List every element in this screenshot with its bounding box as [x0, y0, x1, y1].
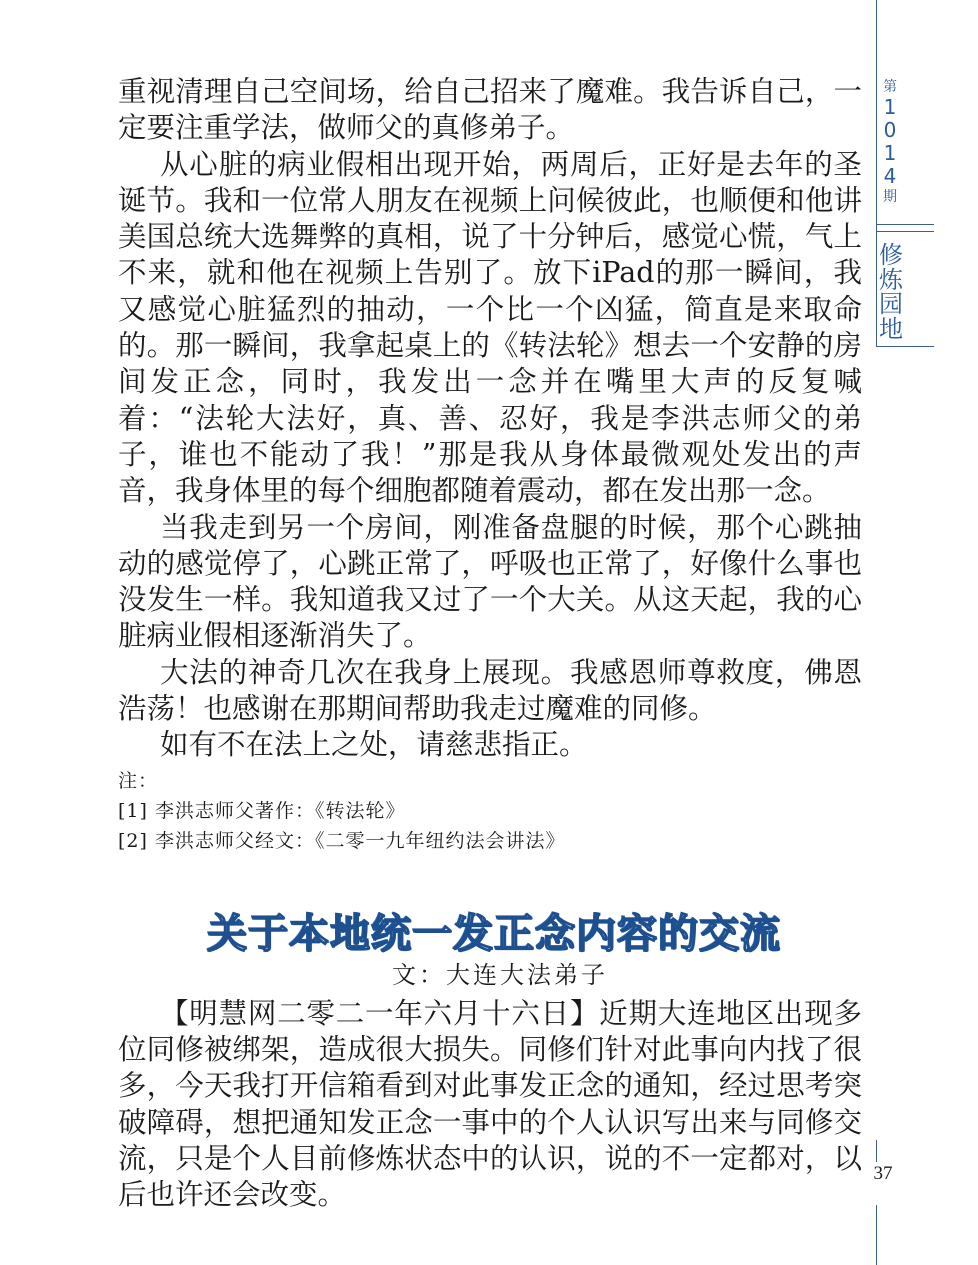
sidebar-rule [876, 1140, 877, 1162]
issue-suffix: 期 [883, 189, 897, 205]
article-first-paragraph: 【明慧网二零二一年六月十六日】近期大连地区出现多位同修被绑架，造成很大损失。同修们针对此事向内找了很多，今天我打开信箱看到对此事发正念的通知，经过思考突破障碍，想把通知发正念一事中的个人认识写出来与同修交流，只是个人目前修炼状态中的认识，说的不一定都对，以后也许还会改变。 [118, 996, 862, 1212]
section-char: 园 [879, 290, 903, 318]
footnote-item: [1] 李洪志师父著作：《转法轮》 [118, 799, 406, 822]
footnotes [118, 766, 862, 856]
paragraph: 大法的神奇几次在我身上展现。我感恩师尊救度，佛恩浩荡！也感谢在那期间帮助我走过魔难的同修。 [118, 655, 862, 726]
issue-digit: 0 [883, 118, 897, 142]
main-content [118, 74, 862, 1213]
footnotes-title: 注： [118, 769, 159, 792]
article-title: 关于本地统一发正念内容的交流 [207, 909, 781, 957]
page-number: 37 [873, 1163, 893, 1184]
section-label [876, 243, 906, 341]
sidebar-divider [876, 346, 934, 347]
paragraph: 重视清理自己空间场，给自己招来了魔难。我告诉自己，一定要注重学法，做师父的真修弟子。 [118, 75, 862, 145]
footnote-item: [2] 李洪志师父经文：《二零一九年纽约法会讲法》 [118, 829, 566, 852]
sidebar-divider [876, 224, 934, 225]
section-char: 炼 [879, 265, 903, 294]
issue-digits [884, 96, 897, 188]
paragraph: 如有不在法上之处，请慈悲指正。 [160, 728, 588, 762]
article-body-previous [118, 74, 862, 764]
paragraph: 从心脏的病业假相出现开始，两周后，正好是去年的圣诞节。我和一位常人朋友在视频上问候彼此，也顺便和他讲美国总统大选舞弊的真相，说了十分钟后，感觉心慌，气上不来，就和他在视频上告别了。放下iPad的那一瞬间，我又感觉心脏猛烈的抽动，一个比一个凶猛，简直是来取命的。那一瞬间，我拿起桌上的《转法轮》想去一个安静的房间发正念，同时，我发出一念并在嘴里大声的反复喊着：“法轮大法好，真、善、忍好，我是李洪志师父的弟子，谁也不能动了我！”那是我从身体最微观处发出的声音，我身体里的每个细胞都随着震动，都在发出那一念。 [118, 147, 862, 508]
paragraph: 当我走到另一个房间，刚准备盘腿的时候，那个心跳抽动的感觉停了，心跳正常了，呼吸也正常了，好像什么事也没发生一样。我知道我又过了一个大关。从这天起，我的心脏病业假相逐渐消失了。 [118, 510, 862, 653]
issue-number [876, 78, 904, 206]
issue-prefix: 第 [883, 79, 897, 95]
article-byline: 文：大连大法弟子 [392, 960, 608, 989]
issue-digit: 4 [883, 164, 897, 188]
issue-digit: 1 [883, 95, 897, 119]
issue-digit: 1 [883, 141, 897, 165]
sidebar-rule [876, 1205, 877, 1265]
section-char: 修 [879, 241, 903, 269]
sidebar-divider [876, 231, 934, 232]
section-char: 地 [879, 314, 903, 343]
